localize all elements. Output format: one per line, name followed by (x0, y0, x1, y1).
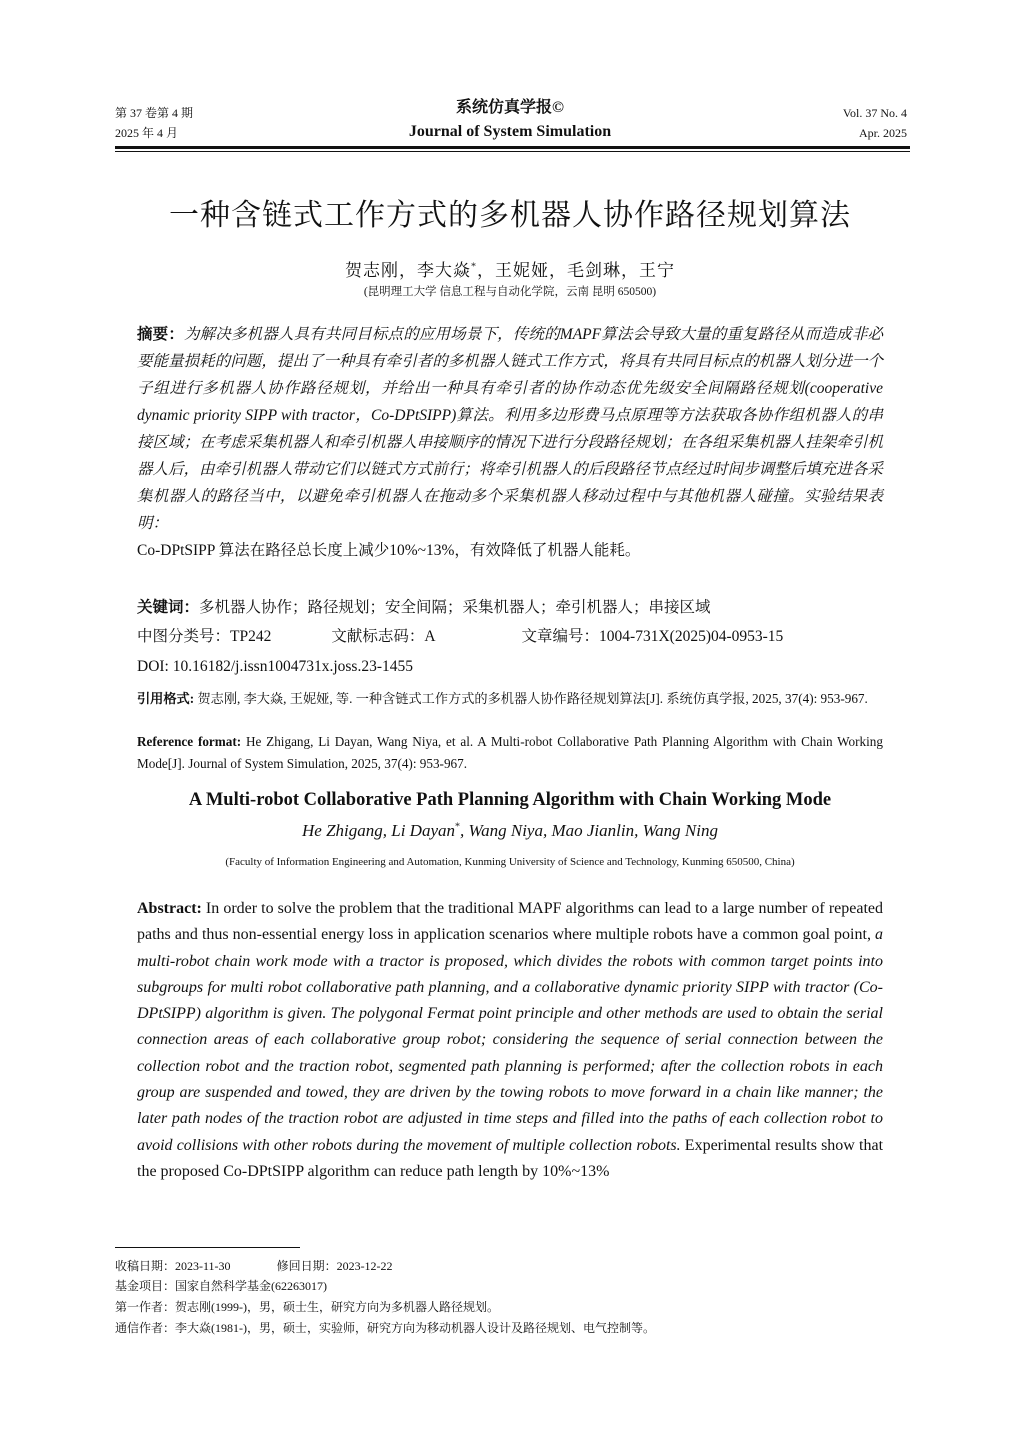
abstract-cn-text: 为解决多机器人具有共同目标点的应用场景下，传统的MAPF算法会导致大量的重复路径从而造成非必要能量损耗的问题，提出了一种具有牵引者的多机器人链式工作方式，将具有共同目标点的机器人划分进一个子组进行多机器人协作路径规划，并给出一种具有牵引者的协作动态优先级安全间隔路径规划(cooperative dynamic priority SIPP with tractor，Co-DPtSIPP)算法。利用多边形费马点原理等方法获取各协作组机器人的串接区域；在考虑采集机器人和牵引机器人串接顺序的情况下进行分段路径规划；在各组采集机器人挂架牵引机器人后，由牵引机器人带动它们以链式方式前行；将牵引机器人的后段路径节点经过时间步调整后填充进各采集机器人的路径当中，以避免牵引机器人在拖动多个采集机器人移动过程中与其他机器人碰撞。实验结果表明： (137, 326, 883, 532)
document-code: 文献标志码：A (331, 628, 436, 645)
footnote-first-author: 第一作者：贺志刚(1999-)，男，硕士生，研究方向为多机器人路径规划。 (115, 1300, 499, 1314)
citation-en-text: He Zhigang, Li Dayan, Wang Niya, et al. A Multi-robot Collaborative Path Planning Algorithm with Chain Working Mode[J]. Journal of System Simulation, 2025, 37(4): 953-967. (137, 734, 883, 771)
authors-cn-first: 贺志刚，李大焱 (345, 261, 471, 280)
authors-en-rest: , Wang Niya, Mao Jianlin, Wang Ning (460, 821, 718, 840)
authors-en (0, 821, 1020, 841)
corresponding-mark: * (471, 261, 477, 273)
doi: DOI: 10.16182/j.issn1004731x.joss.23-1455 (137, 658, 413, 675)
affiliation-cn: (昆明理工大学 信息工程与自动化学院，云南 昆明 650500) (363, 286, 657, 298)
abstract-en-text: In order to solve the problem that the traditional MAPF algorithms can lead to a large number of repeated paths and thus non-essential energy loss in application scenarios where multiple robots have a common goal point, (137, 900, 883, 944)
header-rule-thick (115, 146, 910, 149)
article-number: 文章编号：1004-731X(2025)04-0953-15 (521, 628, 784, 645)
abstract-cn-label: 摘要： (137, 326, 184, 343)
header-rule-thin (115, 151, 910, 152)
authors-cn (0, 256, 1020, 281)
citation-cn-text: 贺志刚, 李大焱, 王妮娅, 等. 一种含链式工作方式的多机器人协作路径规划算法[J]. 系统仿真学报, 2025, 37(4): 953-967. (194, 691, 868, 706)
keywords-cn (137, 597, 883, 619)
abstract-cn (137, 321, 883, 564)
abstract-en-text-italic: a multi-robot chain work mode with a tractor is proposed, which divides the robots with common target points into subgroups for multi robot collaborative path planning, and a collaborative dynamic priority SIPP with tractor (Co-DPtSIPP) algorithm is given. The polygonal Fermat point principle and other methods are used to obtain the serial connection areas of each collaborative group robot; considering the sequence of serial connection between the collection robot and the traction robot, segmented path planning is performed; after the collection robots in each group are suspended and towed, they are driven by the towing robots to move forward in a chain like manner; the later path nodes of the traction robot are adjusted in time steps and filled into the paths of each collection robot to avoid collisions with other robots during the movement of multiple collection robots. (137, 926, 883, 1154)
journal-name-cn: 系统仿真学报© (456, 99, 564, 116)
citation-en (137, 731, 883, 774)
corresponding-mark-en: * (455, 821, 460, 833)
article-title-en: A Multi-robot Collaborative Path Planning Algorithm with Chain Working Mode (188, 790, 832, 810)
clc-number: 中图分类号：TP242 (137, 628, 272, 645)
abstract-en-tail: Experimental results show that the proposed Co-DPtSIPP algorithm can reduce path length by 10%~13% (137, 1136, 884, 1180)
footnote-dates (115, 1256, 393, 1276)
citation-en-label: Reference format: (137, 734, 242, 749)
abstract-cn-tail: Co-DPtSIPP 算法在路径总长度上减少10%~13%，有效降低了机器人能耗。 (137, 542, 641, 559)
footnote-fund: 基金项目：国家自然科学基金(62263017) (115, 1279, 327, 1293)
classification-line (137, 626, 883, 648)
keywords-label: 关键词： (137, 599, 200, 616)
journal-name-en: Journal of System Simulation (408, 123, 612, 140)
footnote-rule (115, 1247, 300, 1248)
authors-cn-rest: ，王妮娅，毛剑琳，王宁 (477, 261, 675, 280)
received-date: 收稿日期：2023-11-30 (115, 1259, 231, 1273)
revised-date: 修回日期：2023-12-22 (276, 1259, 393, 1273)
citation-cn (137, 688, 883, 710)
abstract-en-label: Abstract: (137, 900, 202, 917)
keywords-text: 多机器人协作；路径规划；安全间隔；采集机器人；牵引机器人；串接区域 (199, 599, 711, 616)
citation-cn-label: 引用格式: (137, 691, 195, 706)
affiliation-en: (Faculty of Information Engineering and Automation, Kunming University of Science and Technology, Kunming 650500, China) (225, 856, 795, 868)
footnote-corresponding-author: 通信作者：李大焱(1981-)，男，硕士，实验师，研究方向为移动机器人设计及路径规划、电气控制等。 (115, 1321, 655, 1335)
date-cn: 2025 年 4 月 (115, 126, 179, 140)
abstract-en (137, 896, 883, 1185)
volume-issue-cn: 第 37 卷第 4 期 (115, 106, 194, 120)
authors-en-first: He Zhigang, Li Dayan (302, 821, 455, 840)
date-en: Apr. 2025 (859, 126, 907, 140)
volume-issue-en: Vol. 37 No. 4 (842, 106, 907, 120)
article-title-cn: 一种含链式工作方式的多机器人协作路径规划算法 (169, 199, 851, 232)
